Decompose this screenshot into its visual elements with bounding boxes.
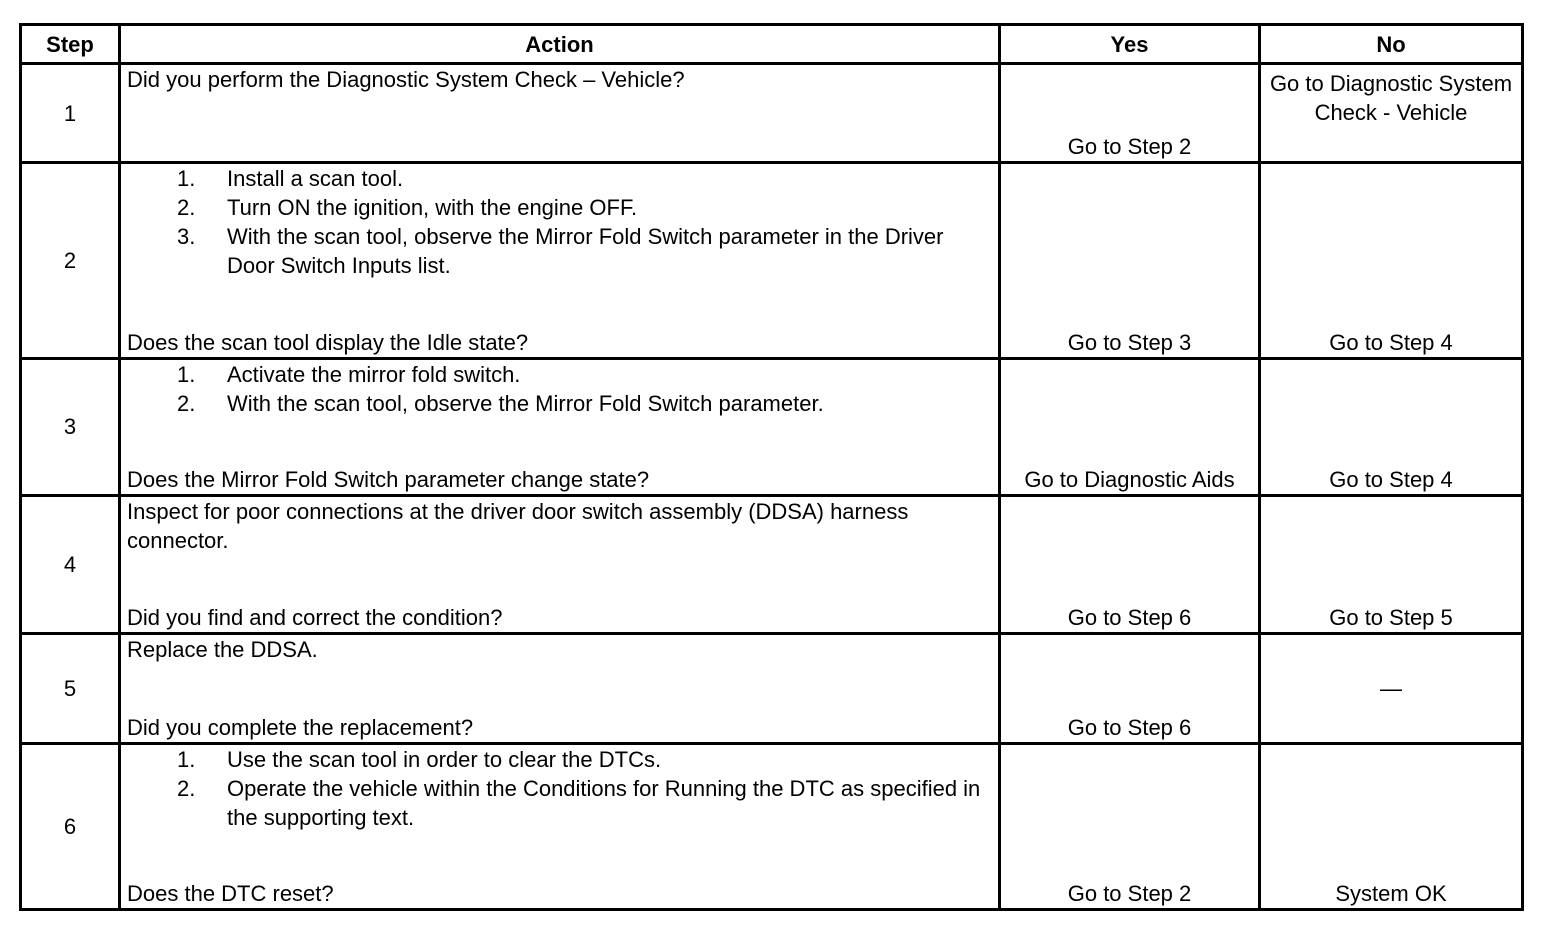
action-cell [120, 634, 1000, 743]
step-number: 6 [21, 743, 120, 909]
list-item: 2. Turn ON the ignition, with the engine OFF. [177, 195, 638, 221]
action-cell [120, 64, 1000, 163]
header-action: Action [120, 25, 1000, 64]
list-item: 2. With the scan tool, observe the Mirror Fold Switch parameter. [177, 390, 824, 416]
table-row-step-2 [21, 163, 1523, 358]
step-number: 4 [21, 496, 120, 634]
action-instruction: Replace the DDSA. [127, 637, 318, 663]
no-cell: System OK [1260, 743, 1523, 909]
table-row-step-1 [21, 64, 1523, 163]
table-row-step-4 [21, 496, 1523, 634]
list-item: 1. Install a scan tool. [177, 166, 404, 192]
step-number: 5 [21, 634, 120, 743]
action-cell [120, 743, 1000, 909]
action-question: Does the Mirror Fold Switch parameter change state? [127, 467, 650, 492]
header-step: Step [21, 25, 120, 64]
step-number: 2 [21, 163, 120, 358]
no-cell: Go to Step 5 [1260, 496, 1523, 634]
no-cell: Go to Diagnostic System Check - Vehicle [1260, 64, 1523, 163]
yes-cell: Go to Diagnostic Aids [1000, 358, 1260, 495]
table-row-step-3 [21, 358, 1523, 495]
list-item: 1. Use the scan tool in order to clear the DTCs. [177, 746, 662, 772]
action-instruction: Inspect for poor connections at the driver door switch assembly (DDSA) harness connector. [127, 499, 909, 553]
step-number: 1 [21, 64, 120, 163]
no-cell: — [1260, 634, 1523, 743]
yes-cell: Go to Step 6 [1000, 634, 1260, 743]
yes-cell: Go to Step 2 [1000, 743, 1260, 909]
action-question: Did you complete the replacement? [127, 714, 474, 740]
action-cell [120, 358, 1000, 495]
yes-cell: Go to Step 2 [1000, 64, 1260, 163]
action-question: Does the scan tool display the Idle state? [127, 329, 529, 355]
no-cell: Go to Step 4 [1260, 358, 1523, 495]
action-cell [120, 163, 1000, 358]
action-question: Did you perform the Diagnostic System Check – Vehicle? [127, 67, 685, 92]
action-steps-list [127, 360, 992, 418]
table-row-step-5 [21, 634, 1523, 743]
list-item: 1. Activate the mirror fold switch. [177, 361, 521, 387]
step-number: 3 [21, 358, 120, 495]
action-question: Does the DTC reset? [127, 881, 334, 906]
action-steps-list [127, 745, 992, 832]
header-yes: Yes [1000, 25, 1260, 64]
diagnostic-table [19, 23, 1524, 911]
list-item: 2. Operate the vehicle within the Conditions for Running the DTC as specified in the supporting text. [177, 775, 981, 830]
table-row-step-6 [21, 743, 1523, 909]
yes-cell: Go to Step 3 [1000, 163, 1260, 358]
header-no: No [1260, 25, 1523, 64]
action-steps-list [127, 164, 992, 280]
header-row [21, 25, 1523, 64]
list-item: 3. With the scan tool, observe the Mirror Fold Switch parameter in the Driver Door Switch Inputs list. [177, 224, 944, 279]
action-question: Did you find and correct the condition? [127, 605, 503, 631]
yes-cell: Go to Step 6 [1000, 496, 1260, 634]
no-cell: Go to Step 4 [1260, 163, 1523, 358]
action-cell [120, 496, 1000, 634]
